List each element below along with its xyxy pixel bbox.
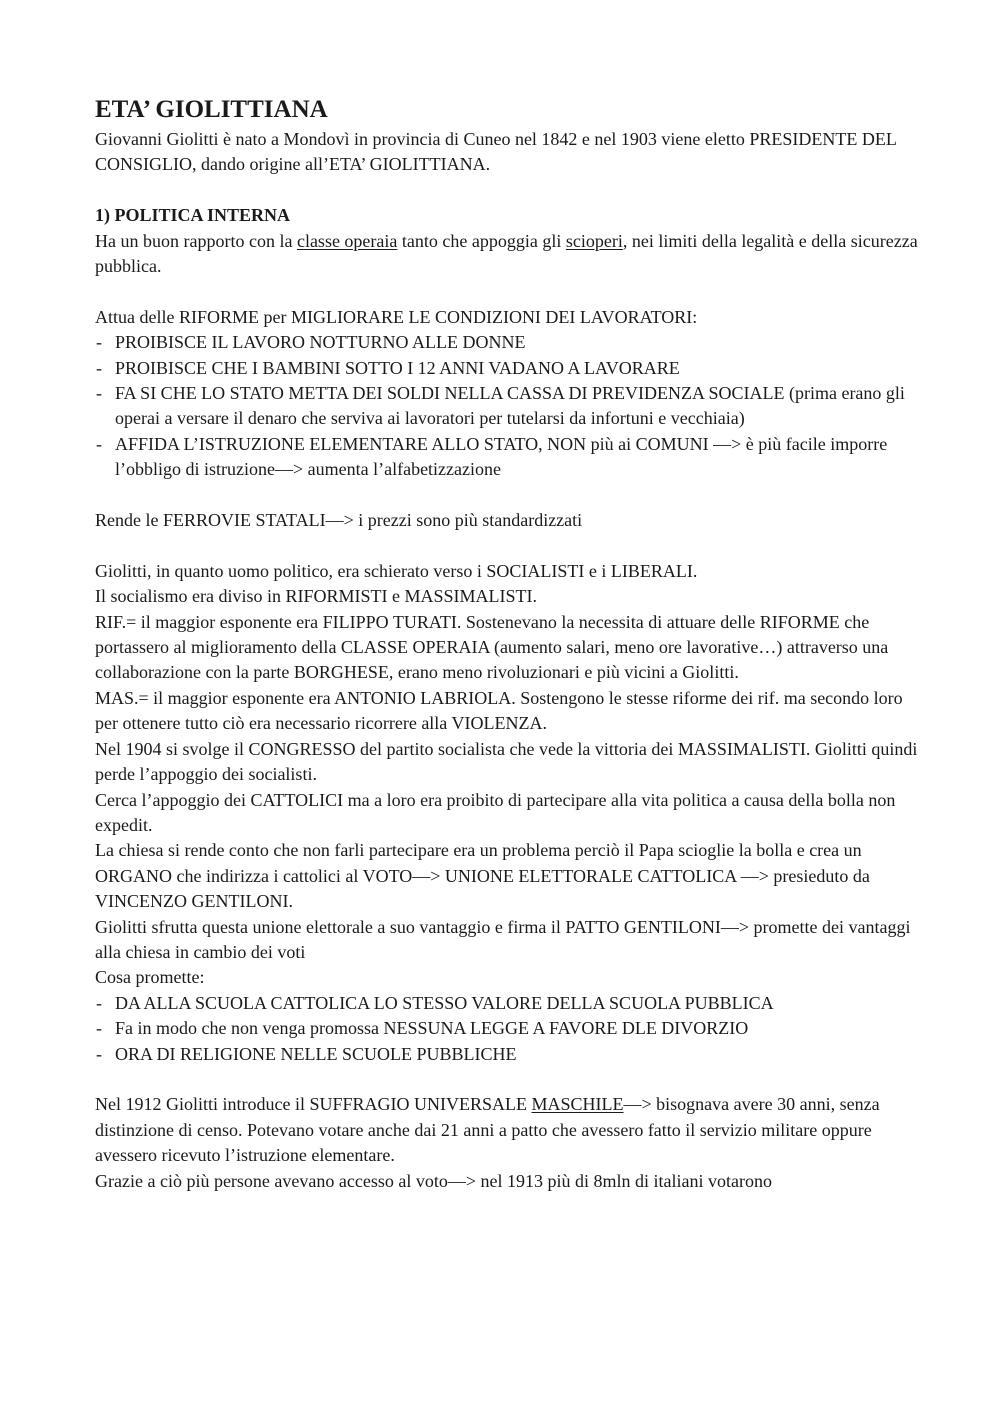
list-item: - ORA DI RELIGIONE NELLE SCUOLE PUBBLICHE (95, 1042, 925, 1067)
politics-line: Cosa promette: (95, 967, 205, 988)
workers-paragraph (95, 229, 925, 280)
list-item: - DA ALLA SCUOLA CATTOLICA LO STESSO VALORE DELLA SCUOLA PUBBLICA (95, 991, 925, 1016)
promises-list (95, 991, 925, 1067)
document-title: ETA’ GIOLITTIANA (95, 96, 328, 123)
text-run: Nel 1912 Giolitti introduce il SUFFRAGIO UNIVERSALE (95, 1094, 532, 1115)
underlined-term-classe-operaia: classe operaia (296, 230, 398, 251)
suffrage-paragraph (95, 1092, 925, 1168)
spacer (95, 178, 925, 203)
text-run: —> bisognava avere 30 anni, senza distinzione di censo. Potevano votare anche dai 21 anni a patto che avessero fatto il servizio militare oppure avessero ricevuto l’istruzione elementare. (95, 1094, 880, 1166)
politics-line: La chiesa si rende conto che non farli partecipare era un problema perciò il Papa scioglie la bolla e crea un ORGANO che indirizza i cattolici al VOTO—> UNIONE ELETTORALE CATTOLICA —> presieduto da VINCENZO GENTILONI. (95, 840, 870, 912)
politics-line: Giolitti, in quanto uomo politico, era schierato verso i SOCIALISTI e i LIBERALI. (95, 560, 698, 581)
railways-paragraph: Rende le FERROVIE STATALI—> i prezzi sono più standardizzati (95, 510, 583, 531)
list-item: - PROIBISCE CHE I BAMBINI SOTTO I 12 ANNI VADANO A LAVORARE (95, 356, 925, 381)
list-item: - Fa in modo che non venga promossa NESSUNA LEGGE A FAVORE DLE DIVORZIO (95, 1016, 925, 1041)
text-run: tanto che appoggia gli (397, 230, 566, 251)
spacer (95, 1067, 925, 1092)
list-item: - AFFIDA L’ISTRUZIONE ELEMENTARE ALLO STATO, NON più ai COMUNI —> è più facile imporre l’obbligo di istruzione—> aumenta l’alfabetizzazione (95, 432, 925, 483)
closing-paragraph: Grazie a ciò più persone avevano accesso al voto—> nel 1913 più di 8mln di italiani votarono (95, 1170, 772, 1191)
politics-line: Cerca l’appoggio dei CATTOLICI ma a loro era proibito di partecipare alla vita politica a causa della bolla non expedit. (95, 789, 896, 835)
underlined-term-maschile: MASCHILE (531, 1094, 624, 1115)
section-heading: 1) POLITICA INTERNA (95, 205, 291, 226)
list-item: - FA SI CHE LO STATO METTA DEI SOLDI NELLA CASSA DI PREVIDENZA SOCIALE (prima erano gli operai a versare il denaro che serviva ai lavoratori per tutelarsi da infortuni e vecchiaia) (95, 381, 925, 432)
spacer (95, 483, 925, 508)
politics-line: Nel 1904 si svolge il CONGRESSO del partito socialista che vede la vittoria dei MASSIMALISTI. Giolitti quindi perde l’appoggio dei socialisti. (95, 738, 918, 785)
spacer (95, 533, 925, 558)
reforms-intro: Attua delle RIFORME per MIGLIORARE LE CONDIZIONI DEI LAVORATORI: (95, 306, 698, 327)
politics-line: Giolitti sfrutta questa unione elettorale a suo vantaggio e firma il PATTO GENTILONI—> promette dei vantaggi alla chiesa in cambio dei voti (95, 916, 911, 962)
text-run: Ha un buon rapporto con la (95, 230, 297, 251)
underlined-term-scioperi: scioperi (565, 230, 623, 251)
politics-line: RIF.= il maggior esponente era FILIPPO TURATI. Sostenevano la necessita di attuare delle RIFORME che portassero al miglioramento della CLASSE OPERAIA (aumento salari, meno ore lavorative…) attraverso una collaborazione con la parte BORGHESE, erano meno rivoluzionari e più vicini a Giolitti. (95, 611, 889, 683)
politics-line: Il socialismo era diviso in RIFORMISTI e MASSIMALISTI. (95, 586, 537, 607)
intro-paragraph: Giovanni Giolitti è nato a Mondovì in provincia di Cuneo nel 1842 e nel 1903 viene eletto PRESIDENTE DEL CONSIGLIO, dando origine all’ETA’ GIOLITTIANA. (95, 129, 897, 175)
document-page (95, 95, 925, 1194)
reforms-list (95, 330, 925, 482)
list-item: - PROIBISCE IL LAVORO NOTTURNO ALLE DONNE (95, 330, 925, 355)
spacer (95, 279, 925, 304)
politics-line: MAS.= il maggior esponente era ANTONIO LABRIOLA. Sostengono le stesse riforme dei rif. ma secondo loro per ottenere tutto ciò era necessario ricorrere alla VIOLENZA. (95, 687, 903, 734)
text-run: , nei limiti della legalità e della sicurezza pubblica. (95, 230, 918, 277)
